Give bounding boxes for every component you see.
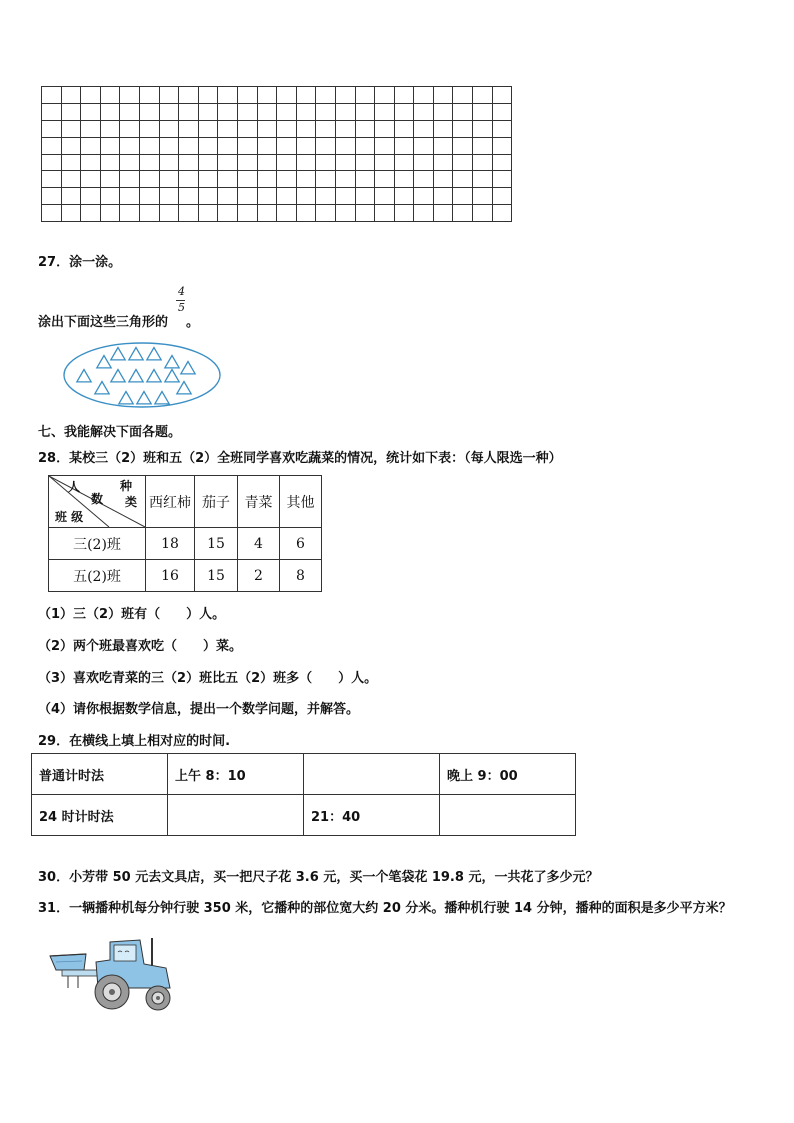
grid-cell (159, 137, 179, 154)
grid-cell (81, 205, 101, 222)
grid-cell (394, 154, 414, 171)
grid-cell (473, 154, 493, 171)
col-header-other: 其他 (280, 476, 322, 528)
grid-cell (355, 154, 375, 171)
q28-title: 28．某校三（2）班和五（2）全班同学喜欢吃蔬菜的情况，统计如下表：（每人限选一种） (38, 451, 562, 466)
grid-cell (257, 120, 277, 137)
grid-cell (296, 120, 316, 137)
grid-cell (492, 205, 512, 222)
grid-cell (257, 137, 277, 154)
grid-cell (355, 103, 375, 120)
grid-cell (120, 205, 140, 222)
grid-cell (394, 171, 414, 188)
grid-cell (394, 137, 414, 154)
grid-cell (198, 188, 218, 205)
grid-cell (492, 171, 512, 188)
grid-cell (139, 137, 159, 154)
grid-cell (473, 137, 493, 154)
grid-cell (414, 205, 434, 222)
grid-cell (237, 171, 257, 188)
grid-cell (139, 205, 159, 222)
table-row (32, 795, 576, 836)
grid-cell (179, 154, 199, 171)
grid-cell (139, 154, 159, 171)
triangle-shape[interactable] (129, 370, 143, 382)
header-count: 数 (91, 492, 104, 506)
grid-cell (218, 120, 238, 137)
grid-cell (159, 205, 179, 222)
grid-cell (61, 188, 81, 205)
grid-cell (453, 103, 473, 120)
grid-cell (414, 103, 434, 120)
grid-cell (316, 154, 336, 171)
grid-cell (42, 188, 62, 205)
grid-cell (414, 171, 434, 188)
grid-cell (100, 171, 120, 188)
q30-text: 30．小芳带 50 元去文具店，买一把尺子花 3.6 元，买一个笔袋花 19.8 元，一共花了多少元？ (38, 870, 599, 885)
grid-cell (61, 137, 81, 154)
grid-cell (296, 103, 316, 120)
grid-cell (492, 120, 512, 137)
grid-cell (277, 120, 297, 137)
grid-cell (473, 188, 493, 205)
grid-cell (120, 154, 140, 171)
grid-cell (296, 188, 316, 205)
grid-cell (198, 103, 218, 120)
grid-cell (296, 171, 316, 188)
grid-cell (159, 188, 179, 205)
grid-cell (277, 154, 297, 171)
grid-cell (218, 205, 238, 222)
grid-cell (375, 120, 395, 137)
grid-cell (433, 87, 453, 104)
grid-cell (316, 87, 336, 104)
table-header-corner (49, 476, 146, 528)
grid-cell (139, 87, 159, 104)
grid-cell (257, 87, 277, 104)
grid-cell (355, 171, 375, 188)
grid-cell (375, 137, 395, 154)
grid-cell (179, 87, 199, 104)
grid-cell (375, 205, 395, 222)
cell-value: 15 (195, 528, 238, 560)
q31-text: 31．一辆播种机每分钟行驶 350 米，它播种的部位宽大约 20 分米。播种机行驶 14 分钟，播种的面积是多少平方米？ (38, 901, 732, 916)
grid-cell (375, 103, 395, 120)
grid-cell (198, 120, 218, 137)
grid-cell (335, 205, 355, 222)
grid-cell (61, 103, 81, 120)
grid-cell (355, 87, 375, 104)
cell-value: 18 (146, 528, 195, 560)
grid-cell (42, 87, 62, 104)
time-label-24h: 24 时计时法 (32, 795, 168, 836)
grid-cell (433, 188, 453, 205)
grid-cell (120, 87, 140, 104)
grid-cell (296, 87, 316, 104)
cell-value: 16 (146, 560, 195, 592)
grid-cell (42, 120, 62, 137)
grid-cell (81, 137, 101, 154)
grid-cell (179, 137, 199, 154)
grid-cell (433, 120, 453, 137)
time-cell: 晚上 9：00 (440, 754, 576, 795)
grid-cell (120, 137, 140, 154)
grid-cell (277, 205, 297, 222)
grid-cell (100, 154, 120, 171)
triangle-shape[interactable] (97, 356, 111, 368)
vegetable-table (48, 475, 322, 592)
grid-cell (375, 154, 395, 171)
grid-cell (179, 120, 199, 137)
grid-cell (61, 87, 81, 104)
grid-cell (198, 171, 218, 188)
grid-cell (42, 154, 62, 171)
col-header-tomato: 西红柿 (146, 476, 195, 528)
grid-cell (277, 103, 297, 120)
time-cell: 21：40 (304, 795, 440, 836)
col-header-eggplant: 茄子 (195, 476, 238, 528)
grid-cell (218, 137, 238, 154)
grid-cell (120, 171, 140, 188)
grid-cell (61, 205, 81, 222)
grid-cell (139, 120, 159, 137)
grid-cell (316, 137, 336, 154)
grid-cell (218, 171, 238, 188)
triangle-shape[interactable] (165, 356, 179, 368)
triangle-shape[interactable] (129, 348, 143, 360)
grid-cell (100, 188, 120, 205)
row-class: 五(2)班 (49, 560, 146, 592)
grid-cell (277, 87, 297, 104)
grid-cell (257, 188, 277, 205)
grid-cell (100, 137, 120, 154)
section7-title: 七、我能解决下面各题。 (38, 425, 182, 440)
grid-cell (473, 171, 493, 188)
cell-value: 2 (238, 560, 280, 592)
triangle-shape[interactable] (147, 348, 161, 360)
grid-cell (473, 87, 493, 104)
grid-cell (316, 103, 336, 120)
grid-cell (198, 205, 218, 222)
grid-cell (179, 188, 199, 205)
grid-cell (198, 87, 218, 104)
seeder-tractor-icon (48, 936, 178, 1012)
grid-cell (453, 120, 473, 137)
triangle-shape[interactable] (181, 362, 195, 374)
grid-cell (139, 103, 159, 120)
grid-cell (414, 87, 434, 104)
grid-cell (394, 120, 414, 137)
grid-cell (100, 205, 120, 222)
grid-cell (355, 205, 375, 222)
time-table (31, 753, 576, 836)
grid-cell (179, 171, 199, 188)
table-row (32, 754, 576, 795)
header-people: 人 (68, 480, 81, 494)
time-cell: 上午 8：10 (168, 754, 304, 795)
grid-cell (237, 120, 257, 137)
grid-cell (375, 171, 395, 188)
grid-cell (218, 103, 238, 120)
grid-cell (355, 188, 375, 205)
time-label-normal: 普通计时法 (32, 754, 168, 795)
grid-cell (473, 120, 493, 137)
fraction-denominator: 5 (178, 301, 185, 314)
grid-cell (375, 188, 395, 205)
grid-cell (492, 154, 512, 171)
grid-cell (414, 188, 434, 205)
grid-cell (473, 205, 493, 222)
grid-cell (492, 103, 512, 120)
grid-cell (198, 137, 218, 154)
grid-cell (81, 154, 101, 171)
grid-cell (81, 120, 101, 137)
grid-cell (453, 137, 473, 154)
triangle-shape[interactable] (77, 370, 91, 382)
grid-cell (316, 205, 336, 222)
table-row (49, 528, 322, 560)
grid-cell (42, 171, 62, 188)
grid-cell (433, 205, 453, 222)
grid-cell (433, 171, 453, 188)
header-kind: 种 (120, 479, 133, 493)
grid-cell (81, 103, 101, 120)
grid-cell (316, 120, 336, 137)
grid-cell (296, 137, 316, 154)
q27-title: 27．涂一涂。 (38, 255, 122, 270)
grid-cell (42, 137, 62, 154)
grid-cell (159, 120, 179, 137)
triangle-shape[interactable] (177, 382, 191, 394)
grid-cell (355, 120, 375, 137)
grid-cell (473, 103, 493, 120)
grid-cell (492, 87, 512, 104)
triangle-shape[interactable] (111, 348, 125, 360)
header-category: 类 (125, 495, 138, 509)
grid-cell (237, 87, 257, 104)
cell-value: 6 (280, 528, 322, 560)
triangle-shape[interactable] (165, 370, 179, 382)
grid-cell (296, 205, 316, 222)
grid-cell (492, 188, 512, 205)
table-row (49, 560, 322, 592)
grid-cell (335, 137, 355, 154)
grid-cell (257, 103, 277, 120)
grid-paper (41, 86, 512, 222)
grid-cell (179, 205, 199, 222)
grid-cell (100, 87, 120, 104)
time-blank[interactable] (168, 795, 304, 836)
row-class: 三(2)班 (49, 528, 146, 560)
q27-period: 。 (186, 315, 200, 330)
grid-cell (61, 120, 81, 137)
grid-cell (375, 87, 395, 104)
grid-cell (316, 188, 336, 205)
grid-cell (335, 171, 355, 188)
triangle-shape[interactable] (95, 382, 109, 394)
triangle-shape[interactable] (155, 392, 169, 404)
cell-value: 15 (195, 560, 238, 592)
grid-cell (218, 87, 238, 104)
grid-cell (257, 154, 277, 171)
col-header-greens: 青菜 (238, 476, 280, 528)
grid-cell (120, 120, 140, 137)
q27-instruction-text: 涂出下面这些三角形的 (38, 315, 169, 330)
grid-cell (453, 171, 473, 188)
q29-title: 29．在横线上填上相对应的时间. (38, 734, 231, 749)
grid-cell (120, 103, 140, 120)
header-class: 班 级 (55, 510, 84, 524)
grid-cell (198, 154, 218, 171)
cell-value: 4 (238, 528, 280, 560)
cell-value: 8 (280, 560, 322, 592)
grid-cell (414, 137, 434, 154)
grid-cell (237, 137, 257, 154)
grid-cell (335, 103, 355, 120)
grid-cell (335, 154, 355, 171)
grid-cell (100, 103, 120, 120)
q27-instruction (38, 311, 168, 330)
q28-sub4: （4）请你根据数学信息，提出一个数学问题，并解答。 (38, 702, 360, 717)
grid-cell (355, 137, 375, 154)
grid-cell (237, 205, 257, 222)
grid-cell (257, 205, 277, 222)
grid-cell (433, 154, 453, 171)
grid-cell (159, 103, 179, 120)
grid-cell (81, 171, 101, 188)
grid-cell (453, 205, 473, 222)
grid-cell (414, 120, 434, 137)
grid-cell (139, 171, 159, 188)
q28-sub3: （3）喜欢吃青菜的三（2）班比五（2）班多（ ）人。 (38, 671, 378, 686)
grid-cell (237, 188, 257, 205)
q28-sub2: （2）两个班最喜欢吃（ ）菜。 (38, 639, 243, 654)
grid-cell (61, 154, 81, 171)
grid-cell (492, 137, 512, 154)
grid-cell (81, 87, 101, 104)
time-blank[interactable] (440, 795, 576, 836)
grid-cell (335, 87, 355, 104)
grid-cell (237, 103, 257, 120)
grid-cell (394, 103, 414, 120)
q28-sub1: （1）三（2）班有（ ）人。 (38, 607, 226, 622)
grid-cell (335, 120, 355, 137)
grid-cell (159, 154, 179, 171)
triangle-ellipse-figure (62, 340, 224, 410)
grid-cell (139, 188, 159, 205)
grid-cell (394, 188, 414, 205)
grid-cell (159, 171, 179, 188)
grid-cell (316, 171, 336, 188)
triangle-shape[interactable] (119, 392, 133, 404)
grid-cell (414, 154, 434, 171)
grid-cell (120, 188, 140, 205)
triangle-shape[interactable] (147, 370, 161, 382)
grid-cell (257, 171, 277, 188)
grid-cell (433, 137, 453, 154)
grid-cell (42, 205, 62, 222)
grid-cell (179, 103, 199, 120)
triangle-shape[interactable] (111, 370, 125, 382)
grid-cell (218, 154, 238, 171)
grid-cell (237, 154, 257, 171)
grid-cell (277, 171, 297, 188)
grid-cell (453, 188, 473, 205)
grid-cell (335, 188, 355, 205)
grid-cell (433, 103, 453, 120)
grid-cell (296, 154, 316, 171)
grid-cell (61, 171, 81, 188)
grid-cell (394, 205, 414, 222)
grid-cell (394, 87, 414, 104)
time-blank[interactable] (304, 754, 440, 795)
grid-cell (42, 103, 62, 120)
grid-cell (277, 137, 297, 154)
fraction-numerator: 4 (178, 285, 185, 298)
grid-cell (218, 188, 238, 205)
grid-cell (81, 188, 101, 205)
triangle-shape[interactable] (137, 392, 151, 404)
grid-cell (277, 188, 297, 205)
grid-cell (453, 154, 473, 171)
grid-cell (159, 87, 179, 104)
grid-cell (453, 87, 473, 104)
grid-cell (100, 120, 120, 137)
